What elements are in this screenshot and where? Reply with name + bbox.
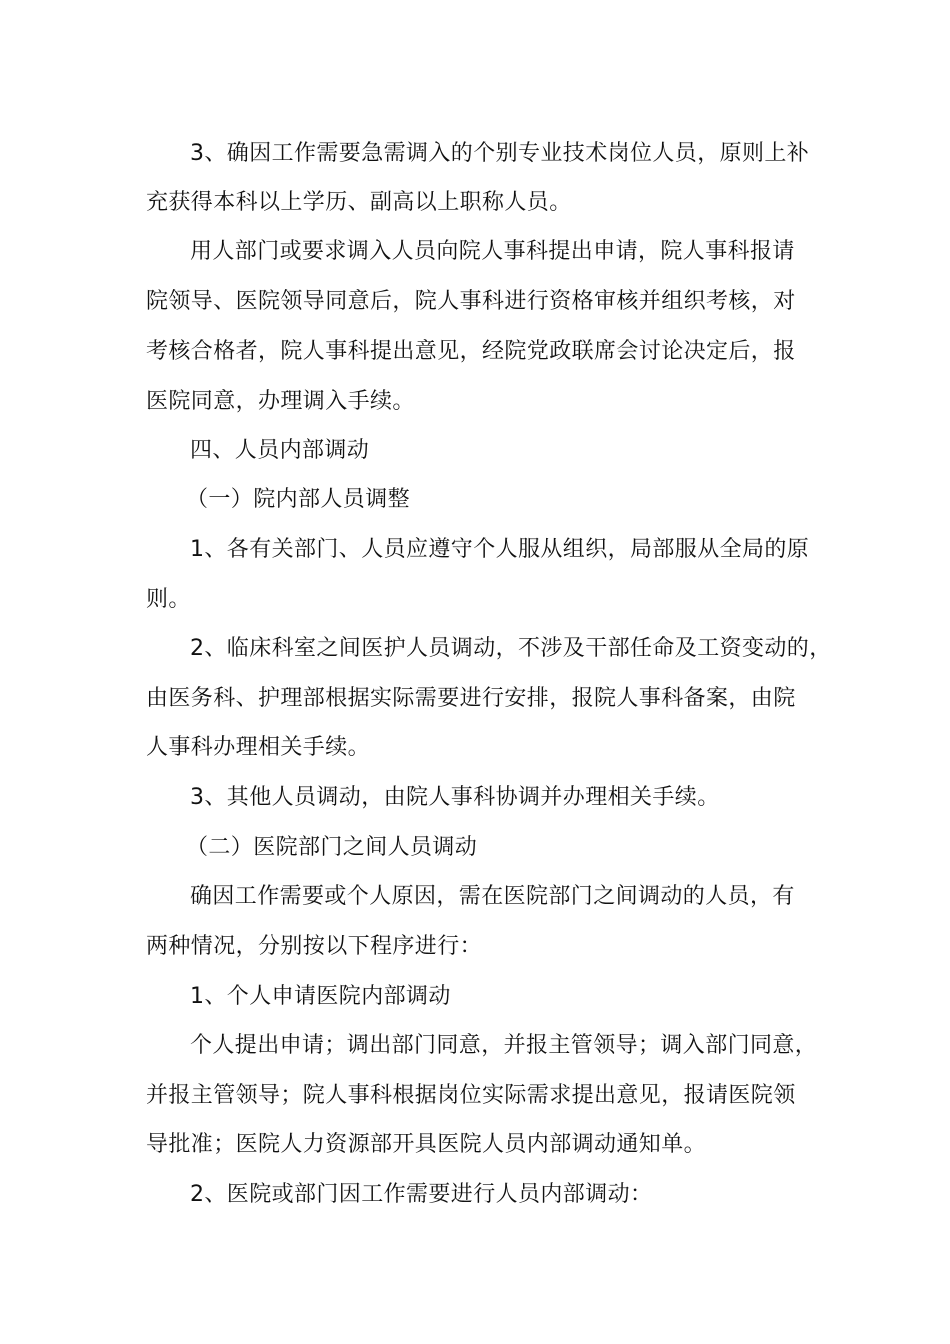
- paragraph-line-4: 院领导、医院领导同意后，院人事科进行资格审核并组织考核，对: [146, 289, 796, 314]
- paragraph-line-14: 两种情况，分别按以下程序进行：: [146, 934, 483, 959]
- paragraph-line-5: 考核合格者，院人事科提出意见，经院党政联席会讨论决定后，报: [146, 339, 796, 364]
- paragraph-line-12: 3、其他人员调动，由院人事科协调并办理相关手续。: [190, 785, 720, 810]
- paragraph-line-9: 2、临床科室之间医护人员调动，不涉及干部任命及工资变动的，: [190, 636, 832, 661]
- list-heading-2: 2、医院或部门因工作需要进行人员内部调动：: [190, 1182, 653, 1207]
- paragraph-line-16: 并报主管领导；院人事科根据岗位实际需求提出意见，报请医院领: [146, 1083, 796, 1108]
- paragraph-line-11: 人事科办理相关手续。: [146, 735, 371, 760]
- paragraph-line-2: 充获得本科以上学历、副高以上职称人员。: [146, 190, 572, 215]
- paragraph-line-7: 1、各有关部门、人员应遵守个人服从组织，局部服从全局的原: [190, 537, 810, 562]
- paragraph-line-1: 3、确因工作需要急需调入的个别专业技术岗位人员，原则上补: [190, 141, 810, 166]
- subsection-heading-1: （一）院内部人员调整: [186, 487, 411, 512]
- list-heading-1: 1、个人申请医院内部调动: [190, 984, 451, 1009]
- paragraph-line-13: 确因工作需要或个人原因，需在医院部门之间调动的人员，有: [190, 884, 795, 909]
- paragraph-line-8: 则。: [146, 587, 191, 612]
- paragraph-line-15: 个人提出申请；调出部门同意，并报主管领导；调入部门同意，: [190, 1033, 818, 1058]
- paragraph-line-17: 导批准；医院人力资源部开具医院人员内部调动通知单。: [146, 1132, 707, 1157]
- paragraph-line-3: 用人部门或要求调入人员向院人事科提出申请，院人事科报请: [190, 239, 795, 264]
- paragraph-line-10: 由医务科、护理部根据实际需要进行安排，报院人事科备案，由院: [146, 686, 796, 711]
- section-heading: 四、人员内部调动: [190, 438, 370, 463]
- paragraph-line-6: 医院同意，办理调入手续。: [146, 389, 415, 414]
- subsection-heading-2: （二）医院部门之间人员调动: [186, 835, 478, 860]
